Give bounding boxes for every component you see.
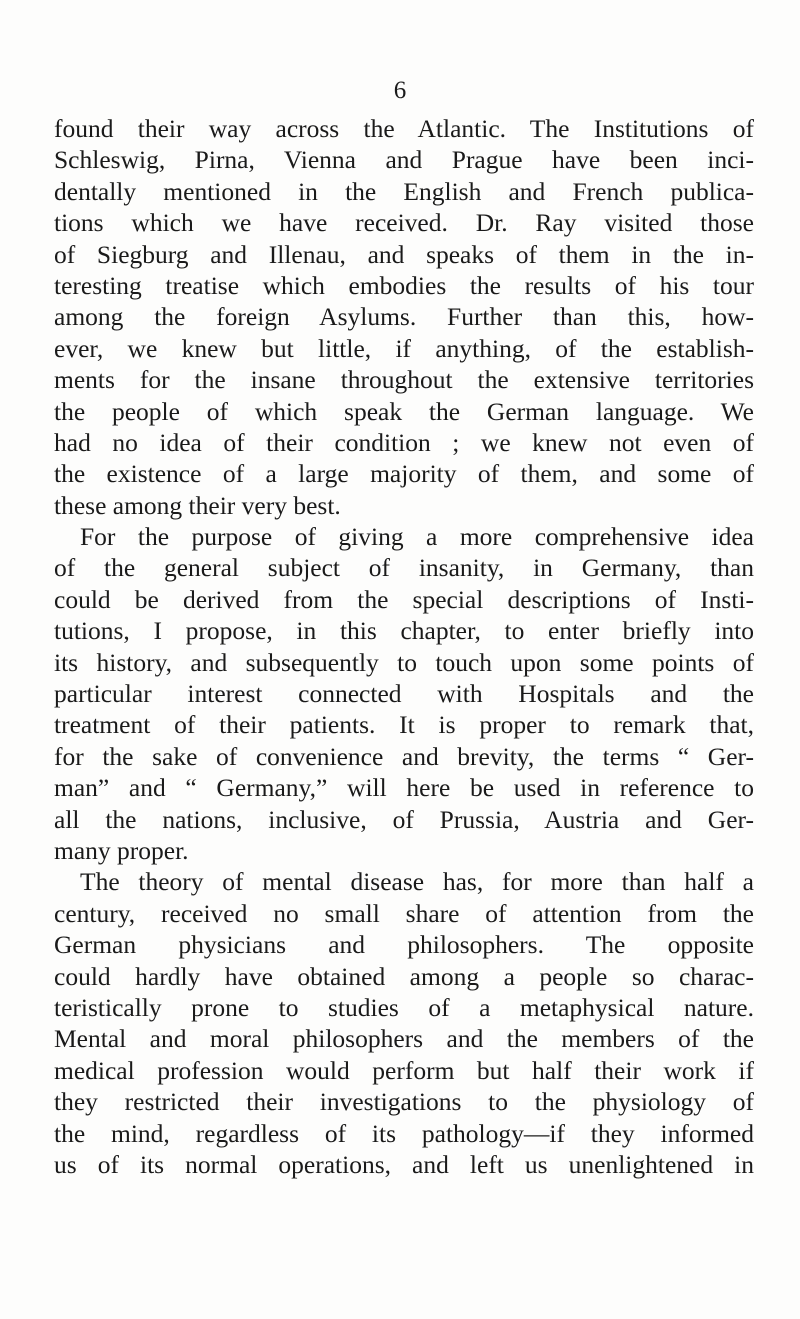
text-line: particular interest connected with Hospitals and the	[54, 679, 754, 709]
text-line: the mind, regardless of its pathology—if they informed	[54, 1118, 754, 1148]
text-line: ever, we knew but little, if anything, of the establish-	[54, 333, 754, 363]
text-line: its history, and subsequently to touch upon some points of	[54, 647, 754, 677]
text-line: us of its normal operations, and left us unenlightened in	[54, 1149, 754, 1179]
text-line: the people of which speak the German language. We	[54, 396, 754, 426]
text-line: ments for the insane throughout the extensive territories	[54, 365, 754, 395]
text-line: could hardly have obtained among a people so charac-	[54, 961, 754, 991]
text-line: of the general subject of insanity, in Germany, than	[54, 553, 754, 583]
text-line: medical profession would perform but half their work if	[54, 1055, 754, 1085]
text-line: of Siegburg and Illenau, and speaks of them in the in-	[54, 239, 754, 269]
body-text	[54, 113, 754, 1180]
text-line: Schleswig, Pirna, Vienna and Prague have been inci-	[54, 145, 754, 175]
text-line: teresting treatise which embodies the results of his tour	[54, 270, 754, 300]
text-line: tutions, I propose, in this chapter, to enter briefly into	[54, 616, 754, 646]
text-line: century, received no small share of attention from the	[54, 898, 754, 928]
page-number: 6	[393, 77, 407, 104]
text-line: had no idea of their condition ; we knew not even of	[54, 427, 754, 457]
text-line: tions which we have received. Dr. Ray visited those	[54, 208, 754, 238]
text-line: The theory of mental disease has, for more than half a	[80, 867, 754, 897]
text-line: teristically prone to studies of a metaphysical nature.	[54, 992, 754, 1022]
text-line: the existence of a large majority of them, and some of	[54, 459, 754, 489]
text-line: man” and “ Germany,” will here be used in reference to	[54, 773, 754, 803]
text-line: treatment of their patients. It is proper to remark that,	[54, 710, 754, 740]
text-line: German physicians and philosophers. The opposite	[54, 930, 754, 960]
text-line: Mental and moral philosophers and the members of the	[54, 1024, 754, 1054]
text-line: found their way across the Atlantic. The Institutions of	[54, 114, 754, 143]
text-line: they restricted their investigations to the physiology of	[54, 1087, 754, 1117]
text-line: For the purpose of giving a more comprehensive idea	[80, 522, 754, 552]
text-line: many proper.	[54, 835, 189, 865]
text-line: could be derived from the special descriptions of Insti-	[54, 584, 754, 614]
text-line: dentally mentioned in the English and French publica-	[54, 176, 754, 206]
text-line: these among their very best.	[54, 490, 341, 520]
text-line: among the foreign Asylums. Further than this, how-	[54, 302, 754, 332]
text-line: all the nations, inclusive, of Prussia, Austria and Ger-	[54, 804, 754, 834]
text-line: for the sake of convenience and brevity, the terms “ Ger-	[54, 741, 754, 771]
